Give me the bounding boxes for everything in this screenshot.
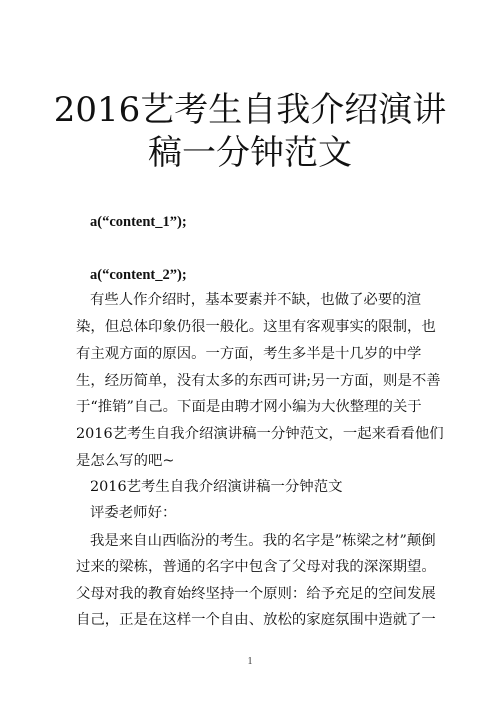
intro-paragraph-line: 生，经历简单，没有太多的东西可讲;另一方面，则是不善 [76,373,441,389]
script-placeholder-1: a(“content_1”); [90,214,187,230]
document-title-line-1: 2016艺考生自我介绍演讲 [53,90,447,130]
speech-paragraph-line: 自己，正是在这样一个自由、放松的家庭氛围中造就了一 [76,612,436,628]
page-number: 1 [247,656,253,667]
intro-paragraph-line: 有些人作介绍时，基本要素并不缺，也做了必要的渲 [90,292,421,308]
document-title-line-2: 稿一分钟范文 [148,133,352,173]
intro-paragraph-line: 有主观方面的原因。一方面，考生多半是十几岁的中学 [76,346,422,362]
speech-paragraph-line: 我是来自山西临汾的考生。我的名字是”栋梁之材”颠倒 [90,533,436,549]
intro-paragraph-line: 是怎么写的吧~ [76,453,175,469]
speech-paragraph-line: 过来的梁栋，普通的名字中包含了父母对我的深深期望。 [76,559,436,575]
section-subtitle: 2016艺考生自我介绍演讲稿一分钟范文 [90,479,343,495]
greeting: 评委老师好： [90,505,177,521]
speech-paragraph-line: 父母对我的教育始终坚持一个原则：给予充足的空间发展 [76,586,436,602]
script-placeholder-2: a(“content_2”); [90,267,187,283]
intro-paragraph-line: 染，但总体印象仍很一般化。这里有客观事实的限制，也 [76,319,436,335]
intro-paragraph-line: 于“推销”自己。下面是由聘才网小编为大伙整理的关于 [76,399,422,415]
intro-paragraph-line: 2016艺考生自我介绍演讲稿一分钟范文，一起来看看他们 [76,426,444,442]
